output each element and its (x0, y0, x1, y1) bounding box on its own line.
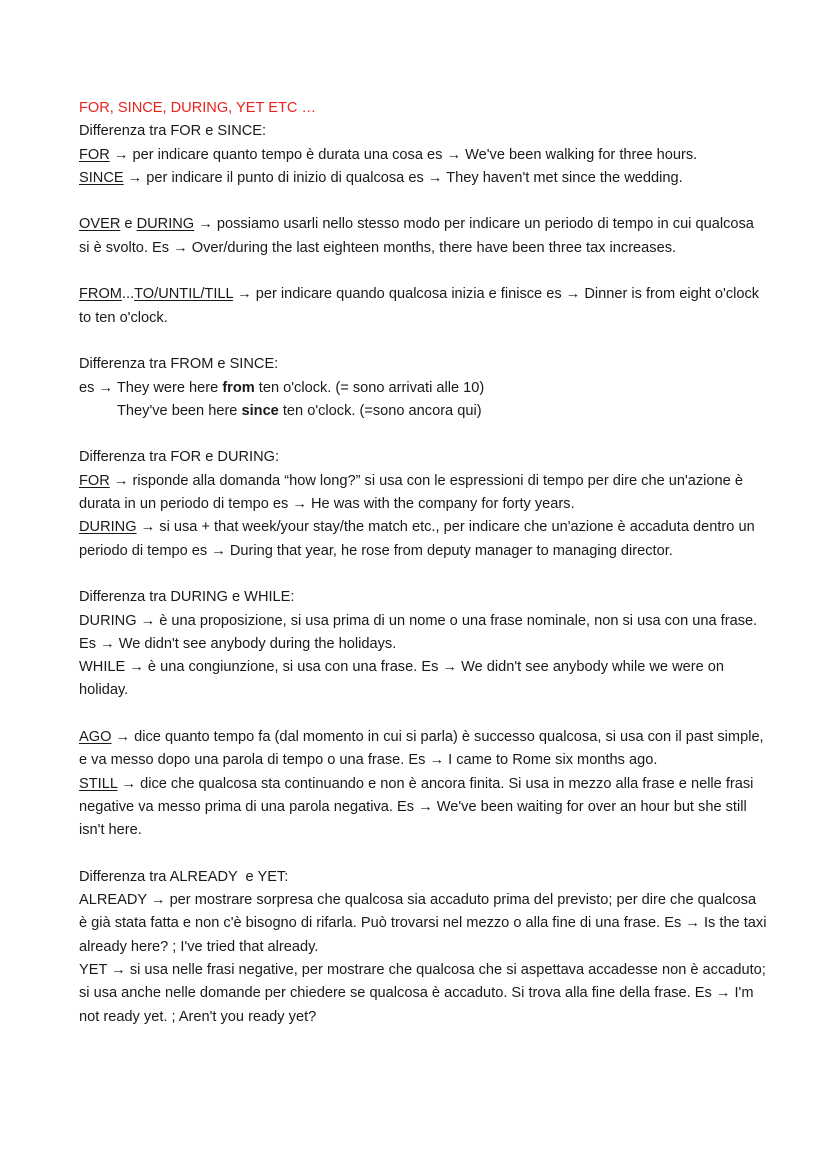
still-text: → dice che qualcosa sta continuando e non è ancora finita. Si usa in mezzo alla frase e nelle frasi negative va messo prima di una parola negativa. Es → We've been waiting for over an hour but she still isn't here. (79, 775, 754, 839)
from-to-paragraph (79, 283, 768, 330)
for-during-heading: Differenza tra FOR e DURING: (79, 449, 280, 466)
example-text: They've been here (117, 402, 242, 419)
page-title: FOR, SINCE, DURING, YET ETC … (79, 100, 317, 116)
during-definition: DURING → è una proposizione, si usa prima di un nome o una frase nominale, non si usa con una frase. Es → We didn't see anybody during the holidays. (79, 612, 758, 652)
during-term: DURING (136, 216, 195, 233)
yet-definition: YET → si usa nelle frasi negative, per mostrare che qualcosa che si aspettava accadesse non è accaduto; si usa anche nelle domande per chiedere se qualcosa è accaduto. Si trova alla fine della frase. Es → I'm not ready yet. ; Aren't you ready yet? (79, 961, 766, 1025)
spacer (79, 190, 768, 213)
already-yet-heading: Differenza tra ALREADY e YET: (79, 868, 289, 885)
during-term: DURING (79, 519, 137, 536)
for-during-for-definition (79, 470, 768, 517)
from-since-example-2 (79, 400, 768, 423)
since-bold: since (241, 402, 279, 419)
from-bold: from (222, 379, 255, 396)
during-text: → si usa + that week/your stay/the match etc., per indicare che un'azione è accaduta dentro un periodo di tempo es → During that year, he rose from deputy manager to managing director. (79, 519, 755, 559)
since-term: SINCE (79, 169, 124, 186)
since-text: → per indicare il punto di inizio di qualcosa es → They haven't met since the wedding. (123, 169, 683, 186)
from-since-heading: Differenza tra FROM e SINCE: (79, 356, 279, 373)
spacer (79, 330, 768, 353)
since-definition (79, 167, 768, 190)
spacer (79, 843, 768, 866)
spacer (79, 703, 768, 726)
over-during-paragraph (79, 213, 768, 260)
from-to-dots: ... (121, 286, 135, 303)
ago-term: AGO (79, 729, 112, 746)
from-to-text: → per indicare quando qualcosa inizia e finisce es → Dinner is from eight o'clock to ten o'clock. (79, 286, 760, 326)
still-definition (79, 773, 768, 843)
to-until-till-term: TO/UNTIL/TILL (134, 286, 234, 303)
from-since-example-1 (79, 377, 768, 400)
example-text: ten o'clock. (=sono ancora qui) (278, 402, 482, 419)
spacer (79, 563, 768, 586)
for-since-heading: Differenza tra FOR e SINCE: (79, 123, 267, 140)
example-text: ten o'clock. (= sono arrivati alle 10) (254, 379, 485, 396)
for-text: → risponde alla domanda “how long?” si usa con le espressioni di tempo per dire che un'azione è durata in un periodo di tempo es → He was with the company for forty years. (79, 472, 743, 513)
over-term: OVER (79, 216, 121, 233)
during-while-heading: Differenza tra DURING e WHILE: (79, 589, 295, 606)
spacer (79, 260, 768, 283)
already-definition: ALREADY → per mostrare sorpresa che qualcosa sia accaduto prima del previsto; per dire che qualcosa è già stata fatta e non c'è bisogno di rifarla. Può trovarsi nel mezzo o alla fine di una frase. Es → Is the taxi already here? ; I've tried that already. (79, 892, 767, 955)
still-term: STILL (79, 775, 118, 792)
example-text: es → They were here (79, 379, 223, 396)
for-term: FOR (79, 146, 110, 163)
ago-text: → dice quanto tempo fa (dal momento in cui si parla) è successo qualcosa, si usa con il past simple, e va messo dopo una parola di tempo o una frase. Es → I came to Rome six months ago. (79, 729, 764, 769)
for-definition (79, 144, 768, 167)
from-term: FROM (79, 286, 122, 303)
for-text: → per indicare quanto tempo è durata una cosa es → We've been walking for three hours. (109, 146, 698, 163)
over-during-mid: e (120, 216, 137, 233)
for-term: FOR (79, 472, 110, 489)
ago-definition (79, 726, 768, 773)
over-during-text: → possiamo usarli nello stesso modo per indicare un periodo di tempo in cui qualcosa si è svolto. Es → Over/during the last eighteen months, there have been three tax increases. (79, 216, 754, 256)
for-during-during-definition (79, 516, 768, 563)
spacer (79, 423, 768, 446)
while-definition: WHILE → è una congiunzione, si usa con una frase. Es → We didn't see anybody while we were on holiday. (79, 659, 724, 699)
